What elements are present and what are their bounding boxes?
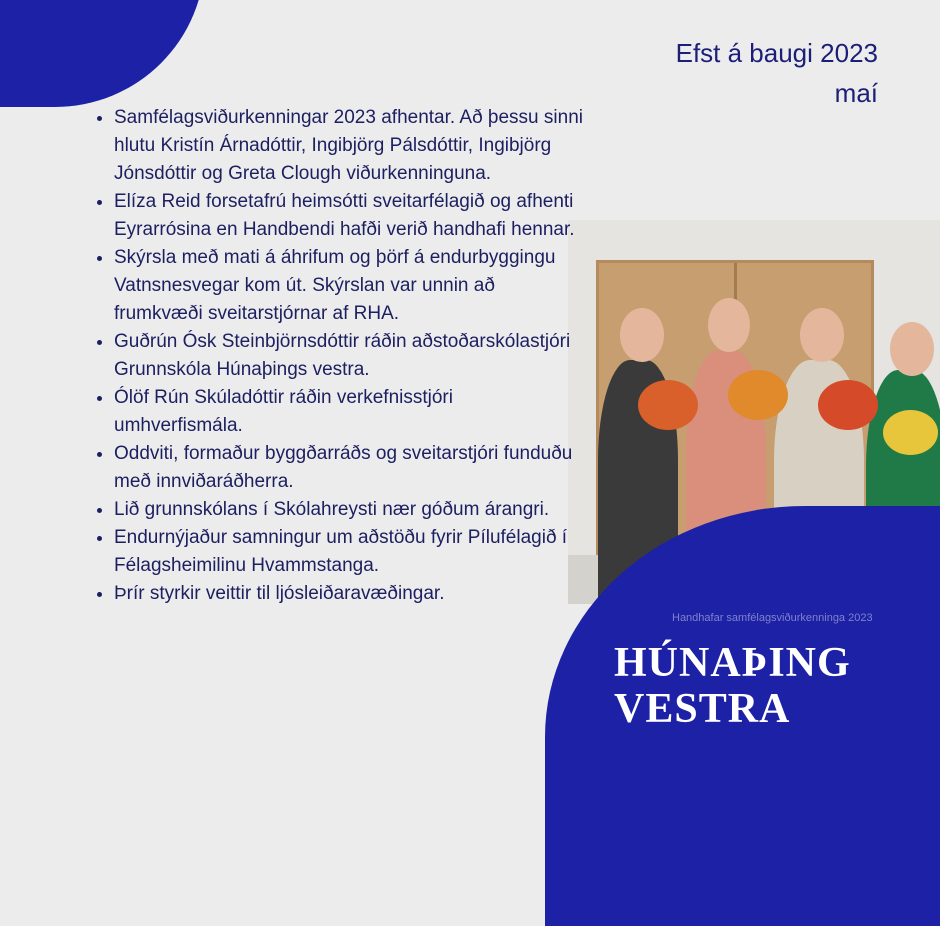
brand-line-1: HÚNAÞING — [614, 640, 851, 686]
news-item: • Endurnýjaður samningur um aðstöðu fyrir Pílufélagið í Félagsheimilinu Hvammstanga. — [114, 524, 584, 580]
photo-caption: Handhafar samfélagsviðurkenninga 2023 — [672, 612, 873, 624]
flowers-1 — [638, 380, 698, 430]
news-item: • Guðrún Ósk Steinbjörnsdóttir ráðin aðstoðarskólastjóri Grunnskóla Húnaþings vestra. — [114, 328, 584, 384]
news-item: • Ólöf Rún Skúladóttir ráðin verkefnisstjóri umhverfismála. — [114, 384, 584, 440]
header-month: maí — [834, 78, 878, 108]
header-title: Efst á baugi 2023 — [675, 38, 878, 68]
news-item: • Skýrsla með mati á áhrifum og þörf á endurbyggingu Vatnsnesvegar kom út. Skýrslan var unnin að frumkvæði sveitarstjórnar af RHA. — [114, 244, 584, 328]
news-item: • Þrír styrkir veittir til ljósleiðaravæðingar. — [114, 580, 584, 608]
flowers-4 — [883, 410, 938, 455]
news-list — [86, 104, 584, 608]
header — [676, 33, 878, 113]
decorative-blob-top — [0, 0, 205, 107]
flowers-2 — [728, 370, 788, 420]
news-item: • Oddviti, formaður byggðarráðs og sveitarstjóri funduðu með innviðaráðherra. — [114, 440, 584, 496]
news-item: • Elíza Reid forsetafrú heimsótti sveitarfélagið og afhenti Eyrarrósina en Handbendi hafði verið handhafi hennar. — [114, 188, 584, 244]
news-item: • Samfélagsviðurkenningar 2023 afhentar. Að þessu sinni hlutu Kristín Árnadóttir, Ingibjörg Pálsdóttir, Ingibjörg Jónsdóttir og Greta Clough viðurkenninguna. — [114, 104, 584, 188]
brand-line-2: VESTRA — [614, 686, 791, 732]
news-item: • Lið grunnskólans í Skólahreysti nær góðum árangri. — [114, 496, 584, 524]
flowers-3 — [818, 380, 878, 430]
brand-logo-text — [614, 640, 851, 732]
